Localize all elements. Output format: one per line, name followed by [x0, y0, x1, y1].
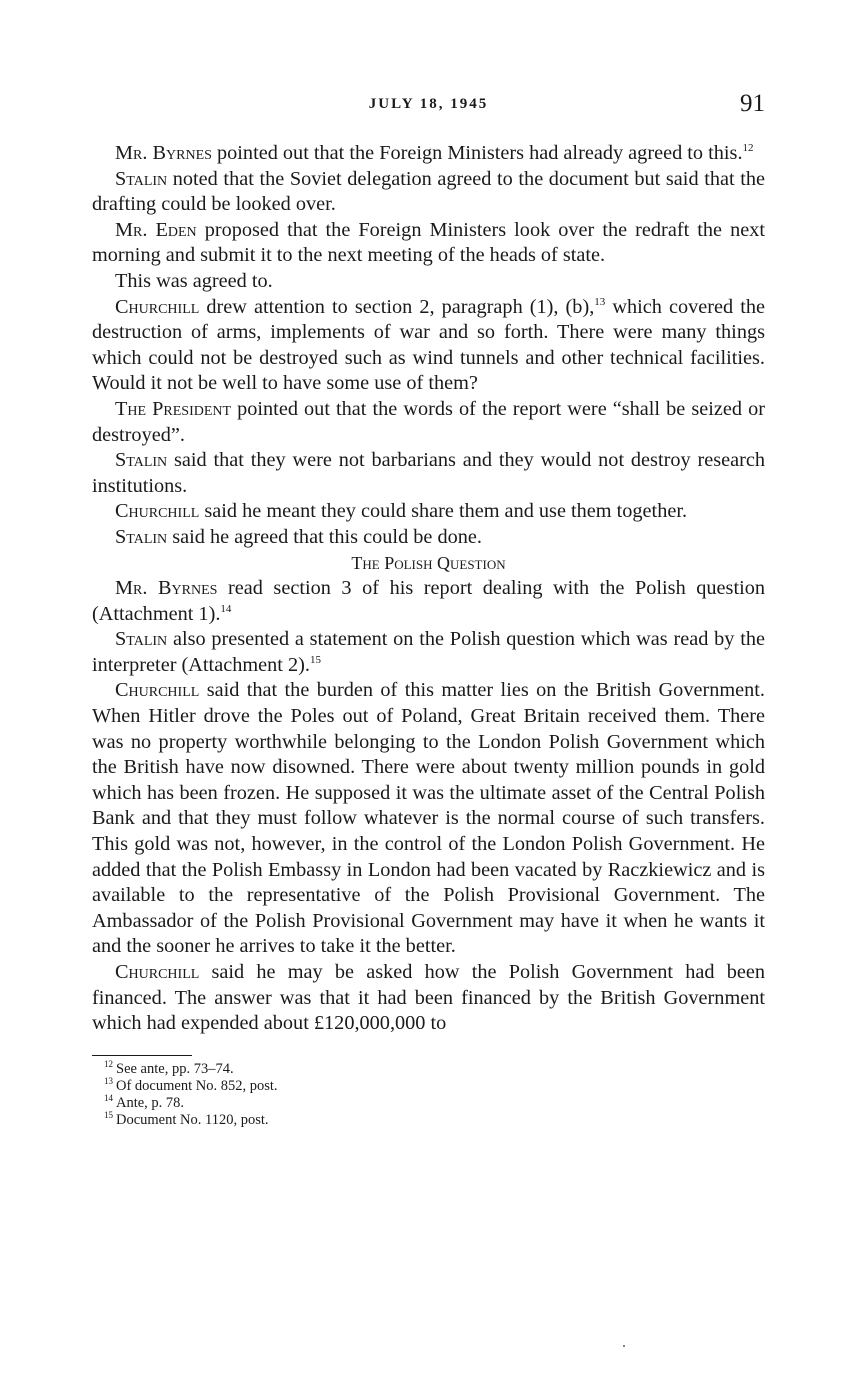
footnote-text: Ante, p. 78.	[116, 1094, 185, 1111]
paragraph-text: said he meant they could share them and use them together.	[199, 500, 688, 523]
speaker-name: Mr. Byrnes	[115, 577, 218, 600]
footnote	[104, 1109, 269, 1129]
speaker-name: Stalin	[115, 449, 168, 472]
paragraph	[92, 269, 765, 295]
paragraph	[92, 960, 765, 1037]
speaker-name: Churchill	[115, 679, 200, 702]
footnote-ref: 14	[220, 602, 232, 615]
scan-speck	[623, 1345, 625, 1347]
paragraph-text: also presented a statement on the Polish question which was read by the interpreter (Attachment 2).	[92, 628, 765, 676]
paragraph-text: noted that the Soviet delegation agreed to the document but said that the drafting could be looked over.	[92, 167, 765, 216]
footnotes	[92, 1055, 278, 1129]
speaker-name: Stalin	[115, 167, 168, 190]
paragraph-text: read section 3 of his report dealing with the Polish question (Attachment 1).	[92, 577, 765, 625]
paragraph-text: pointed out that the words of the report were “shall be seized or destroyed”.	[92, 397, 765, 446]
section-heading: The Polish Question	[351, 552, 506, 573]
document-page	[92, 90, 765, 1129]
paragraph-text: said that the burden of this matter lies on the British Government. When Hitler drove the Poles out of Poland, Great Britain received them. There was no property worthwhile belonging to the London Polish Government which the British have now disowned. There were about twenty million pounds in gold which has been frozen. He supposed it was the ultimate asset of the Central Polish Bank and that they must follow whatever is the normal course of such transfers. This gold was not, however, in the control of the London Polish Government. He added that the Polish Embassy in London had been vacated by Raczkiewicz and is available to the representative of the Polish Provisional Government. The Ambassador of the Polish Provisional Government may have it when he wants it and the sooner he arrives to take it the better.	[92, 679, 765, 958]
speaker-name: Churchill	[115, 500, 200, 523]
speaker-name: Churchill	[115, 295, 200, 318]
paragraph-text: This was agreed to.	[115, 269, 273, 292]
paragraph	[92, 141, 765, 167]
paragraph	[92, 167, 765, 218]
paragraph	[92, 627, 765, 678]
paragraph	[92, 397, 765, 448]
body-text	[92, 141, 765, 1037]
footnote-number: 15	[104, 1109, 113, 1120]
footnote-ref: 15	[309, 654, 321, 667]
footnote	[104, 1075, 278, 1095]
speaker-name: Mr. Byrnes	[115, 142, 212, 164]
footnote	[104, 1058, 234, 1078]
paragraph	[92, 499, 765, 525]
paragraph-text: drew attention to section 2, paragraph (1), (b),	[199, 295, 595, 318]
footnote-number: 12	[104, 1058, 113, 1069]
footnote	[104, 1092, 192, 1112]
speaker-name: Mr. Eden	[115, 218, 197, 241]
paragraph	[92, 576, 765, 627]
paragraph	[92, 448, 765, 499]
footnote-ref: 12	[742, 142, 754, 155]
paragraph-text: said that they were not barbarians and they would not destroy research institutions.	[92, 449, 765, 497]
paragraph	[92, 678, 765, 960]
paragraph-text: proposed that the Foreign Ministers look over the redraft the next morning and submit it to the next meeting of the heads of state.	[92, 218, 765, 267]
speaker-name: Churchill	[115, 961, 200, 983]
speaker-name: The President	[115, 397, 232, 420]
footnote-ref: 13	[594, 295, 606, 308]
footnote-number: 14	[104, 1092, 113, 1103]
paragraph-text-continued: which covered the destruction of arms, implements of war and so forth. There were many things which could not be destroyed such as wind tunnels and other technical facilities. Would it not be well to have some use of them?	[92, 295, 765, 395]
paragraph	[92, 525, 765, 551]
footnote-text: See ante, pp. 73–74.	[116, 1060, 234, 1077]
paragraph	[92, 218, 765, 269]
speaker-name: Stalin	[115, 525, 168, 548]
speaker-name: Stalin	[115, 628, 168, 651]
running-head	[92, 90, 765, 124]
paragraph-text: said he may be asked how the Polish Government had been financed. The answer was that it had been financed by the British Government which had expended about £120,000,000 to	[92, 961, 765, 1035]
paragraph	[92, 295, 765, 397]
page-number: 91	[740, 90, 765, 117]
header-date: JULY 18, 1945	[368, 96, 489, 112]
paragraph-text: pointed out that the Foreign Ministers had already agreed to this.	[211, 142, 743, 164]
footnote-text: Document No. 1120, post.	[116, 1111, 269, 1128]
footnote-text: Of document No. 852, post.	[116, 1077, 278, 1094]
paragraph-text: said he agreed that this could be done.	[167, 525, 482, 548]
footnote-number: 13	[104, 1075, 113, 1086]
